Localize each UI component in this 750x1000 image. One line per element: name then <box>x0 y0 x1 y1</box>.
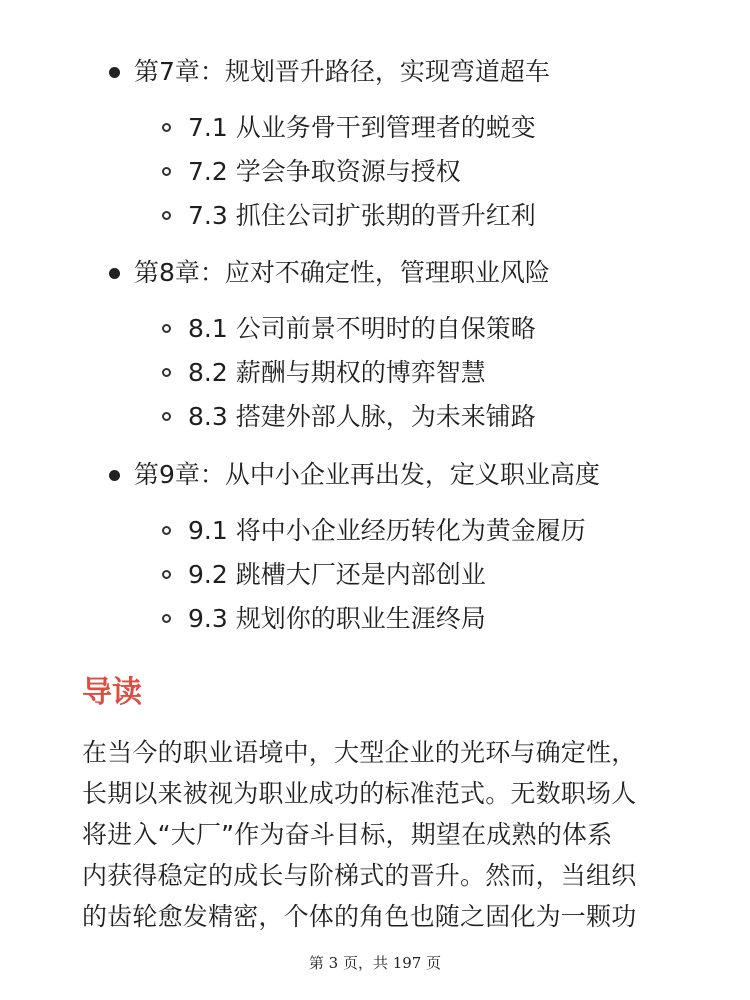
chapter-item <box>0 458 750 636</box>
chapter-title <box>0 458 750 492</box>
section-list <box>0 514 750 636</box>
section-item <box>0 312 750 346</box>
section-text: 9.1 将中小企业经历转化为黄金履历 <box>188 516 586 545</box>
section-text: 7.3 抓住公司扩张期的晋升红利 <box>188 201 536 230</box>
page-footer <box>0 952 750 973</box>
paragraph-line: 的齿轮愈发精密，个体的角色也随之固化为一颗功 <box>82 902 637 931</box>
paragraph-line: 长期以来被视为职业成功的标准范式。无数职场人 <box>82 779 637 808</box>
paragraph-line: 内获得稳定的成长与阶梯式的晋升。然而，当组织 <box>82 861 637 890</box>
bullet-icon <box>109 268 120 279</box>
section-text: 8.1 公司前景不明时的自保策略 <box>188 314 536 343</box>
section-item <box>0 514 750 548</box>
section-item <box>0 356 750 390</box>
intro-paragraph <box>82 732 682 937</box>
bullet-icon <box>109 470 120 481</box>
paragraph-line: 将进入“大厂”作为奋斗目标，期望在成熟的体系 <box>82 820 613 849</box>
section-item <box>0 400 750 434</box>
section-text: 8.2 薪酬与期权的博弈智慧 <box>188 358 486 387</box>
chapter-title-text: 第8章：应对不确定性，管理职业风险 <box>134 258 550 287</box>
hollow-bullet-icon <box>162 324 171 333</box>
intro-heading: 导读 <box>82 675 142 710</box>
section-text: 9.2 跳槽大厂还是内部创业 <box>188 560 486 589</box>
section-text: 8.3 搭建外部人脉，为未来铺路 <box>188 402 536 431</box>
hollow-bullet-icon <box>162 526 171 535</box>
hollow-bullet-icon <box>162 123 171 132</box>
hollow-bullet-icon <box>162 570 171 579</box>
section-list <box>0 111 750 233</box>
hollow-bullet-icon <box>162 412 171 421</box>
chapter-7 <box>0 55 750 243</box>
section-item <box>0 111 750 145</box>
hollow-bullet-icon <box>162 167 171 176</box>
section-item <box>0 155 750 189</box>
chapter-9 <box>0 458 750 646</box>
chapter-title <box>0 55 750 89</box>
bullet-icon <box>109 67 120 78</box>
section-text: 7.2 学会争取资源与授权 <box>188 157 461 186</box>
section-item <box>0 199 750 233</box>
section-text: 7.1 从业务骨干到管理者的蜕变 <box>188 113 536 142</box>
chapter-title <box>0 256 750 290</box>
hollow-bullet-icon <box>162 368 171 377</box>
section-item <box>0 602 750 636</box>
section-text: 9.3 规划你的职业生涯终局 <box>188 604 486 633</box>
hollow-bullet-icon <box>162 211 171 220</box>
page-number: 第 3 页，共 197 页 <box>308 954 442 972</box>
section-list <box>0 312 750 434</box>
chapter-8 <box>0 256 750 444</box>
chapter-title-text: 第9章：从中小企业再出发，定义职业高度 <box>134 460 600 489</box>
chapter-title-text: 第7章：规划晋升路径，实现弯道超车 <box>134 57 550 86</box>
section-item <box>0 558 750 592</box>
chapter-item <box>0 256 750 434</box>
chapter-item <box>0 55 750 233</box>
paragraph-line: 在当今的职业语境中，大型企业的光环与确定性， <box>82 738 637 767</box>
hollow-bullet-icon <box>162 614 171 623</box>
